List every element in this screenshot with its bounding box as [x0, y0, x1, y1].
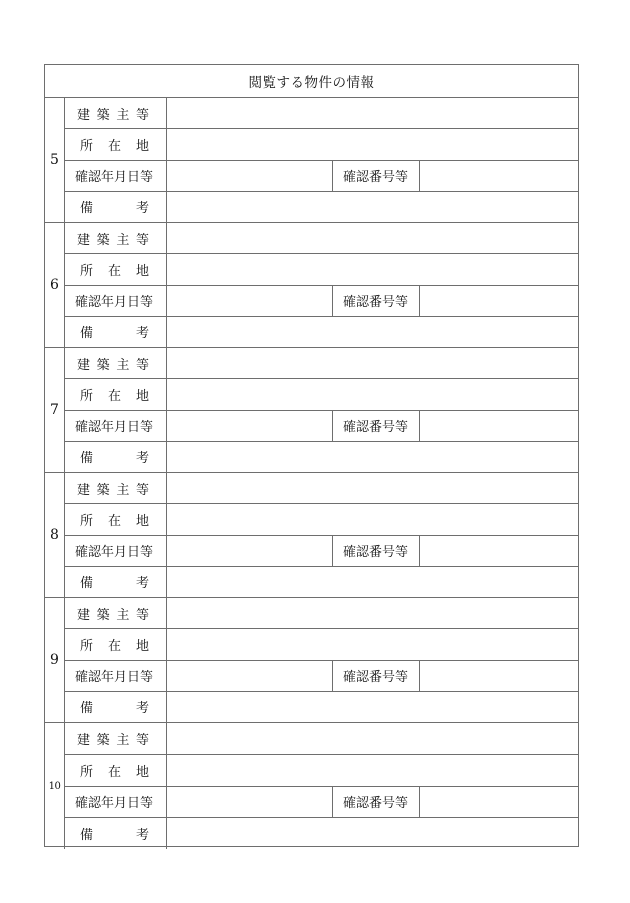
confirm-date-label: 確認年月日等: [65, 661, 167, 691]
property-number: 9: [45, 598, 65, 722]
location-label: 所 在 地: [65, 379, 167, 409]
remarks-field[interactable]: [167, 317, 578, 347]
remarks-field[interactable]: [167, 442, 578, 472]
confirmation-row: [65, 161, 578, 192]
confirm-date-field[interactable]: [167, 536, 333, 566]
confirm-date-field[interactable]: [167, 411, 333, 441]
confirm-number-field[interactable]: [420, 536, 578, 566]
property-group: [45, 98, 578, 223]
remarks-label: 備 考: [65, 818, 167, 849]
confirm-number-field[interactable]: [420, 161, 578, 191]
remarks-field[interactable]: [167, 567, 578, 597]
confirm-date-field[interactable]: [167, 787, 333, 818]
confirm-number-label: 確認番号等: [333, 411, 420, 441]
location-row: [65, 379, 578, 410]
remarks-field[interactable]: [167, 818, 578, 849]
remarks-row: [65, 567, 578, 597]
property-groups: [45, 98, 578, 849]
confirm-date-label: 確認年月日等: [65, 787, 167, 818]
property-group: [45, 598, 578, 723]
location-row: [65, 629, 578, 660]
confirm-number-label: 確認番号等: [333, 161, 420, 191]
remarks-label: 備 考: [65, 192, 167, 222]
builder-field[interactable]: [167, 223, 578, 253]
location-row: [65, 504, 578, 535]
builder-field[interactable]: [167, 473, 578, 503]
confirmation-row: [65, 787, 578, 819]
location-label: 所 在 地: [65, 629, 167, 659]
builder-row: [65, 598, 578, 629]
builder-row: [65, 98, 578, 129]
location-field[interactable]: [167, 254, 578, 284]
confirm-date-label: 確認年月日等: [65, 536, 167, 566]
builder-label: 建 築 主 等: [65, 473, 167, 503]
location-row: [65, 129, 578, 160]
builder-row: [65, 223, 578, 254]
location-field[interactable]: [167, 629, 578, 659]
confirm-number-label: 確認番号等: [333, 536, 420, 566]
confirm-date-label: 確認年月日等: [65, 161, 167, 191]
confirm-date-field[interactable]: [167, 286, 333, 316]
remarks-row: [65, 442, 578, 472]
property-number: 7: [45, 348, 65, 472]
location-field[interactable]: [167, 129, 578, 159]
property-info-form: [44, 64, 579, 847]
confirmation-row: [65, 286, 578, 317]
confirmation-row: [65, 411, 578, 442]
location-label: 所 在 地: [65, 504, 167, 534]
property-group: [45, 473, 578, 598]
remarks-row: [65, 692, 578, 722]
confirm-number-label: 確認番号等: [333, 661, 420, 691]
builder-label: 建 築 主 等: [65, 598, 167, 628]
remarks-label: 備 考: [65, 692, 167, 722]
builder-field[interactable]: [167, 598, 578, 628]
builder-row: [65, 348, 578, 379]
confirm-number-field[interactable]: [420, 661, 578, 691]
confirm-number-field[interactable]: [420, 787, 578, 818]
property-group: [45, 223, 578, 348]
builder-label: 建 築 主 等: [65, 348, 167, 378]
confirm-number-label: 確認番号等: [333, 787, 420, 818]
confirm-date-field[interactable]: [167, 161, 333, 191]
confirm-date-field[interactable]: [167, 661, 333, 691]
location-label: 所 在 地: [65, 129, 167, 159]
location-label: 所 在 地: [65, 755, 167, 786]
confirm-number-label: 確認番号等: [333, 286, 420, 316]
confirm-date-label: 確認年月日等: [65, 411, 167, 441]
property-number: 8: [45, 473, 65, 597]
remarks-label: 備 考: [65, 567, 167, 597]
builder-label: 建 築 主 等: [65, 723, 167, 754]
remarks-field[interactable]: [167, 692, 578, 722]
builder-row: [65, 473, 578, 504]
location-row: [65, 254, 578, 285]
remarks-label: 備 考: [65, 442, 167, 472]
property-number: 5: [45, 98, 65, 222]
property-group: [45, 348, 578, 473]
location-field[interactable]: [167, 755, 578, 786]
builder-row: [65, 723, 578, 755]
builder-label: 建 築 主 等: [65, 98, 167, 128]
builder-field[interactable]: [167, 98, 578, 128]
location-row: [65, 755, 578, 787]
confirm-date-label: 確認年月日等: [65, 286, 167, 316]
property-group: [45, 723, 578, 849]
builder-field[interactable]: [167, 723, 578, 754]
property-number: 10: [45, 723, 65, 849]
remarks-row: [65, 192, 578, 222]
location-field[interactable]: [167, 379, 578, 409]
confirm-number-field[interactable]: [420, 286, 578, 316]
confirmation-row: [65, 536, 578, 567]
confirmation-row: [65, 661, 578, 692]
confirm-number-field[interactable]: [420, 411, 578, 441]
remarks-field[interactable]: [167, 192, 578, 222]
remarks-row: [65, 317, 578, 347]
builder-label: 建 築 主 等: [65, 223, 167, 253]
property-number: 6: [45, 223, 65, 347]
builder-field[interactable]: [167, 348, 578, 378]
remarks-label: 備 考: [65, 317, 167, 347]
form-title: 閲覧する物件の情報: [45, 65, 578, 98]
location-label: 所 在 地: [65, 254, 167, 284]
remarks-row: [65, 818, 578, 849]
location-field[interactable]: [167, 504, 578, 534]
